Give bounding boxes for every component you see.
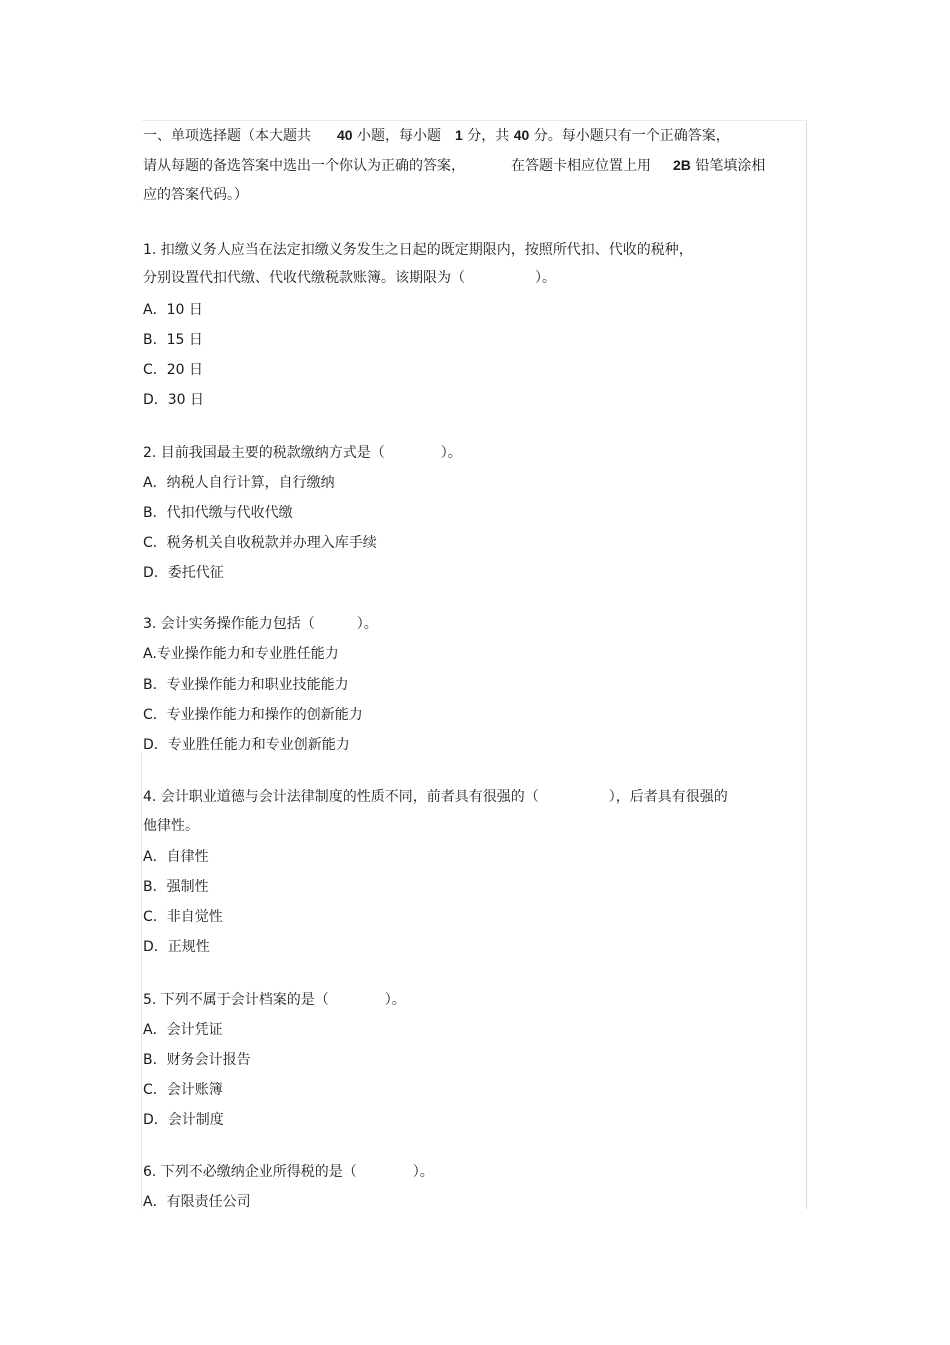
- instructions-text: 请从每题的备选答案中选出一个你认为正确的答案，: [143, 158, 465, 174]
- question-1-stem: 1. 扣缴义务人应当在法定扣缴义务发生之日起的既定期限内，按照所代扣、代收的税种，: [143, 242, 693, 258]
- question-6-stem: 6. 下列不必缴纳企业所得税的是（ ）。: [143, 1164, 434, 1180]
- question-1-option-c: C．20 日: [143, 362, 204, 378]
- question-2-option-b: B．代扣代缴与代收代缴: [143, 505, 293, 521]
- instructions-text: 小题，每小题: [357, 128, 442, 144]
- question-3-option-b: B．专业操作能力和职业技能能力: [143, 677, 349, 693]
- question-5-option-b: B．财务会计报告: [143, 1052, 251, 1068]
- question-1-option-d: D．30 日: [143, 392, 205, 408]
- question-5-option-a: A．会计凭证: [143, 1022, 223, 1038]
- pencil-type: 2B: [673, 157, 691, 173]
- question-1-option-a: A．10 日: [143, 302, 203, 318]
- instructions-line-2: [143, 156, 765, 175]
- total-points: 40: [513, 127, 530, 143]
- question-4-option-c: C．非自觉性: [143, 909, 223, 925]
- question-2-stem: 2. 目前我国最主要的税款缴纳方式是（ ）。: [143, 445, 462, 461]
- question-2-option-a: A．纳税人自行计算，自行缴纳: [143, 475, 335, 491]
- instructions-text: 分。每小题只有一个正确答案，: [533, 128, 730, 144]
- instructions-text: 分，共: [467, 128, 510, 144]
- question-5-option-d: D．会计制度: [143, 1112, 224, 1128]
- question-3-option-c: C．专业操作能力和操作的创新能力: [143, 707, 363, 723]
- question-count: 40: [337, 127, 353, 143]
- question-3-option-d: D．专业胜任能力和专业创新能力: [143, 737, 350, 753]
- question-1-stem: 分别设置代扣代缴、代收代缴税款账簿。该期限为（ ）。: [143, 270, 556, 286]
- question-6-option-a: A．有限责任公司: [143, 1194, 251, 1210]
- question-4-option-d: D．正规性: [143, 939, 210, 955]
- question-3-stem: 3. 会计实务操作能力包括（ ）。: [143, 616, 378, 632]
- page-left-edge: [141, 751, 142, 1209]
- question-4-option-a: A．自律性: [143, 849, 209, 865]
- question-1-option-b: B．15 日: [143, 332, 203, 348]
- instructions-text: 在答题卡相应位置上用: [511, 158, 651, 174]
- instructions-line-1: [143, 126, 730, 145]
- question-2-option-d: D．委托代征: [143, 565, 224, 581]
- points-per-question: 1: [455, 127, 463, 143]
- question-2-option-c: C．税务机关自收税款并办理入库手续: [143, 535, 377, 551]
- instructions-text: 铅笔填涂相: [695, 158, 766, 174]
- instructions-text: 一、单项选择题（本大题共: [143, 128, 311, 144]
- question-5-stem: 5. 下列不属于会计档案的是（ ）。: [143, 992, 406, 1008]
- question-4-option-b: B．强制性: [143, 879, 209, 895]
- question-5-option-c: C．会计账簿: [143, 1082, 223, 1098]
- question-4-stem: 他律性。: [143, 818, 199, 834]
- instructions-line-3: 应的答案代码。）: [143, 187, 248, 203]
- question-3-option-a: A.专业操作能力和专业胜任能力: [143, 646, 339, 662]
- question-4-stem: 4. 会计职业道德与会计法律制度的性质不同，前者具有很强的（ ），后者具有很强的: [143, 789, 728, 805]
